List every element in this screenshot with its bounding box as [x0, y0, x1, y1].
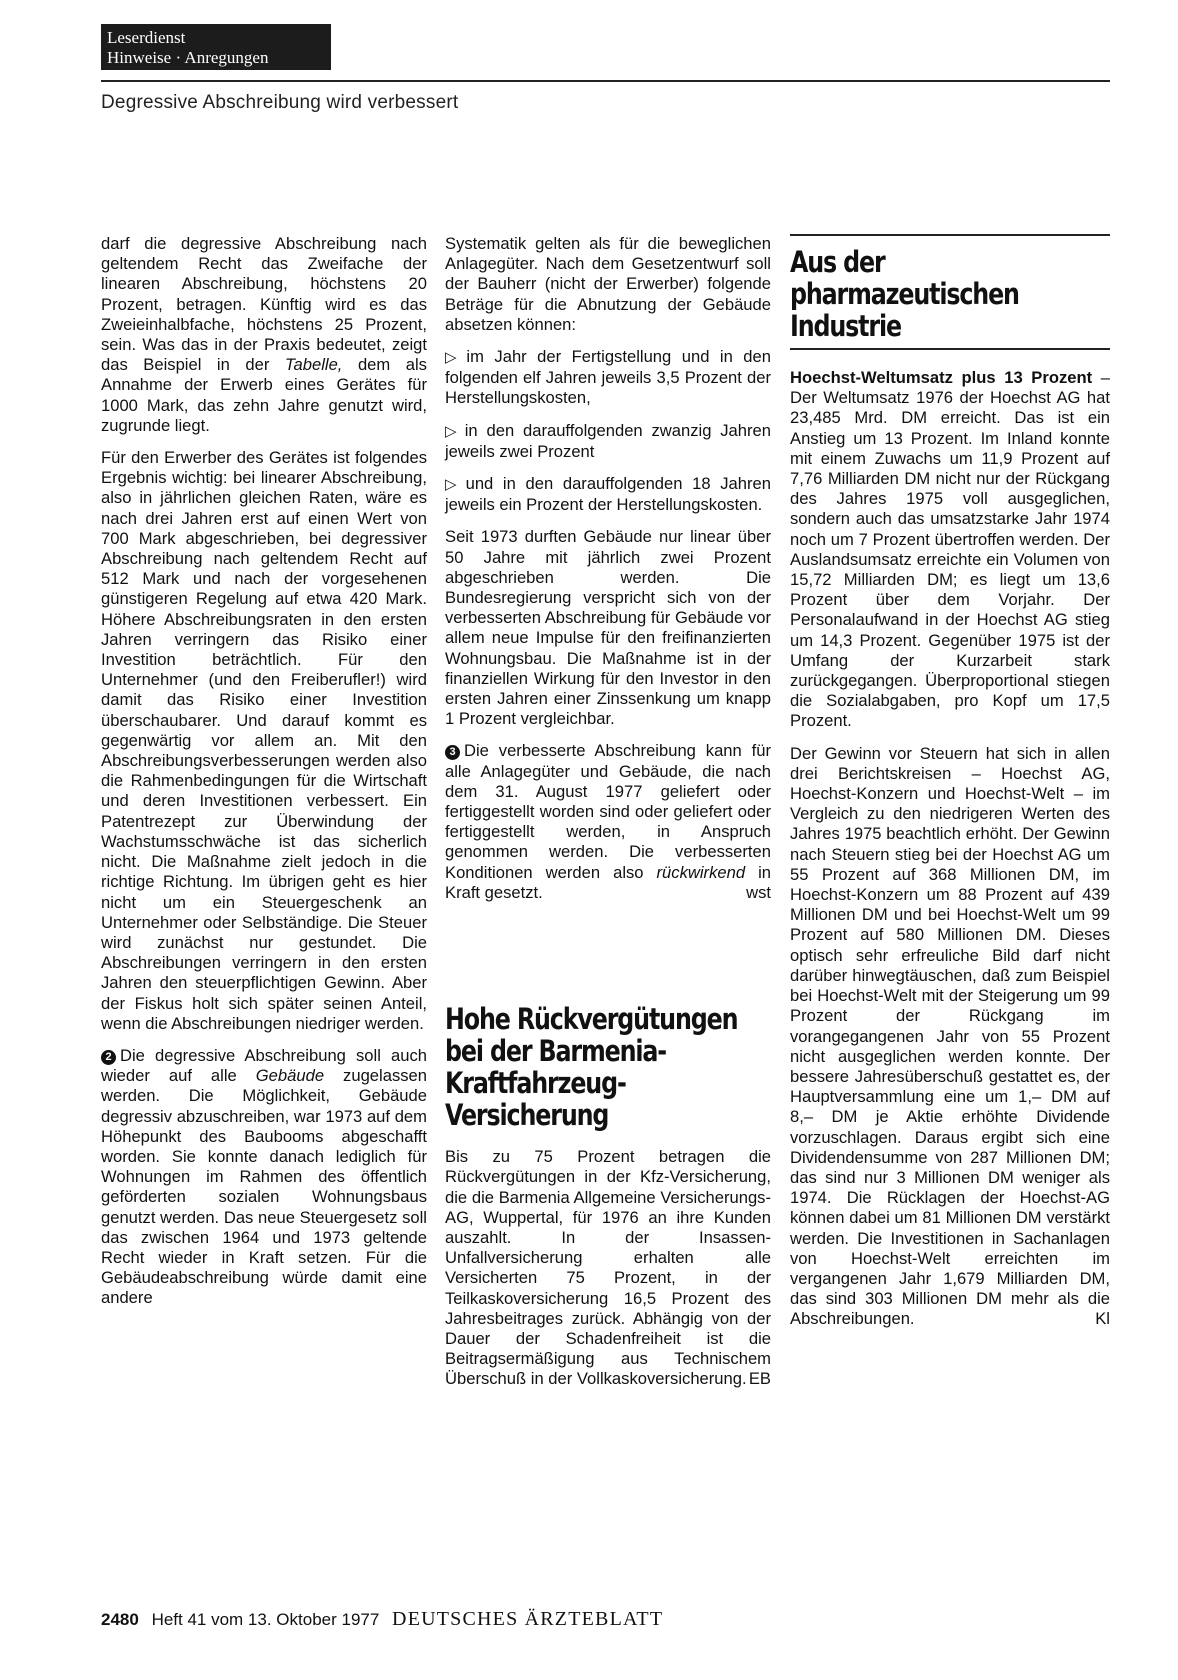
- badge-line-1: Leserdienst: [107, 28, 186, 47]
- column-1: [101, 234, 427, 1321]
- col1-paragraph-2: Für den Erwerber des Gerätes ist folgendes Ergebnis wichtig: bei linearer Abschreibung, also in jährlichen gleichen Raten, wäre es nach drei Jahren erst auf einen Wert von 700 Mark abgeschrieben, bei degressiver Abschreibung nach geltendem Recht auf 512 Mark und nach der vorgesehenen günstigeren Regelung auf etwa 420 Mark. Höhere Abschreibungsraten in den ersten Jahren verringern das Risiko einer Investition beträchtlich. Für den Unternehmer (und den Freiberufler!) wird damit das Risiko einer Investition überschaubarer. Und darauf kommt es gegenwärtig vor allem an. Mit den Abschreibungsverbesserungen werden also die Rahmenbedingungen für die Wirtschaft und deren Investitionen verbessert. Ein Patentrezept zur Überwindung der Wachstumsschwäche ist das sicherlich nicht. Die Maßnahme zielt jedoch in die richtige Richtung. Im übrigen geht es hier nicht um ein Steuergeschenk an Unternehmer oder Selbständige. Die Steuer wird zunächst nur gestundet. Die Abschreibungen verringern in den ersten Jahren den steuerpflichtigen Gewinn. Aber der Fiskus holt sich später seinen Anteil, wenn die Abschreibungen niedriger werden.: [101, 448, 427, 1033]
- section-badge: [101, 24, 331, 70]
- page-subtitle: Degressive Abschreibung wird verbessert: [101, 92, 459, 113]
- issue-info: Heft 41 vom 13. Oktober 1977: [151, 1610, 380, 1629]
- section-rule-bottom: [790, 348, 1110, 350]
- author-signature: wst: [746, 882, 771, 902]
- col1-paragraph-3: 2 Die degressive Abschreibung soll auch wieder auf alle Gebäude zugelassen werden. Die Möglichkeit, Gebäude degressiv abzuschreiben, war 1973 auf dem Höhepunkt des Baubooms abgeschafft worden. Sie konnte danach lediglich für Wohnungen im Rahmen des öffentlich geförderten sozialen Wohnungsbaus genutzt werden. Das neue Steuergesetz soll das zwischen 1964 und 1973 geltende Recht wieder in Kraft setzen. Für die Gebäudeabschreibung würde damit eine andere: [101, 1045, 427, 1308]
- number-2-icon: 2: [101, 1050, 116, 1065]
- col2-paragraph-1: Systematik gelten als für die beweglichen Anlagegüter. Nach dem Gesetzentwurf soll der Bauherr (nicht der Erwerber) folgende Beträge für die Abnutzung der Gebäude absetzen können:: [445, 234, 771, 334]
- column-3: [790, 234, 1110, 1342]
- col2-bullet-2: ▷ in den darauffolgenden zwanzig Jahren jeweils zwei Prozent: [445, 420, 771, 461]
- col2-paragraph-4: Bis zu 75 Prozent betragen die Rückvergütungen in der Kfz-Versicherung, die die Barmenia Allgemeine Versicherungs-AG, Wuppertal, für 1976 an ihre Kunden auszahlt. In der Insassen-Unfallversicherung erhalten alle Versicherten 75 Prozent, in der Teilkaskoversicherung 16,5 Prozent des Jahresbeitrages zurück. Abhängig von der Dauer der Schadenfreiheit ist die Beitragsermäßigung aus Technischem Überschuß in der Vollkaskoversicherung. EB: [445, 1147, 771, 1389]
- page-footer: [101, 1608, 663, 1631]
- header-rule: [101, 80, 1110, 82]
- number-3-icon: 3: [445, 745, 460, 760]
- author-signature: EB: [748, 1369, 771, 1389]
- author-signature: Kl: [1095, 1309, 1110, 1329]
- col2-bullet-3: ▷ und in den darauffolgenden 18 Jahren jeweils ein Prozent der Herstellungskosten.: [445, 474, 771, 515]
- arrow-icon: ▷: [445, 476, 462, 494]
- col2-bullet-1: ▷ im Jahr der Fertigstellung und in den folgenden elf Jahren jeweils 3,5 Prozent der Herstellungskosten,: [445, 347, 771, 408]
- article-heading-barmenia: Hohe Rückvergütungen bei der Barmenia- Kraftfahrzeug-Versicherung: [445, 1002, 738, 1133]
- col3-paragraph-2: Der Gewinn vor Steuern hat sich in allen drei Berichtskreisen – Hoechst AG, Hoechst-Konzern und Hoechst-Welt – im Vergleich zu den niedrigeren Werten des Jahres 1975 beachtlich erhöht. Der Gewinn nach Steuern stieg bei der Hoechst AG um 55 Prozent auf 368 Millionen DM, im Hoechst-Konzern um 88 Prozent auf 439 Millionen DM und bei Hoechst-Welt um 99 Prozent auf 580 Millionen DM. Dieses optisch sehr erfreuliche Bild darf nicht darüber hinwegtäuschen, daß zum Beispiel bei Hoechst-Welt mit der Steigerung um 99 Prozent der Rückgang im vorangegangenen Jahr von 55 Prozent nicht ausgeglichen werden konnte. Der bessere Jahresüberschuß gestattet es, der Hauptversammlung eine um 1,– DM auf 8,– DM je Aktie erhöhte Dividende vorzuschlagen. Daraus ergibt sich eine Dividendensumme von 287 Millionen DM; das sind nur 3 Millionen DM weniger als 1974. Die Rücklagen der Hoechst-AG können dabei um 81 Millionen DM verstärkt werden. Die Investitionen in Sachanlagen von Hoechst-Welt erreichten im vergangenen Jahr 1,679 Milliarden DM, das sind 303 Millionen DM mehr als die Abschreibungen. Kl: [790, 743, 1110, 1329]
- badge-line-2: Hinweise · Anregungen: [107, 48, 269, 67]
- arrow-icon: ▷: [445, 349, 463, 367]
- col1-paragraph-1: darf die degressive Abschreibung nach geltendem Recht das Zweifache der linearen Abschreibung, höchstens 20 Prozent, betragen. Künftig wird es das Zweieinhalbfache, höchstens 25 Prozent, sein. Was das in der Praxis bedeutet, zeigt das Beispiel in der Tabelle, dem als Annahme der Erwerb eines Gerätes für 1000 Mark, das zehn Jahre genutzt wird, zugrunde liegt.: [101, 234, 427, 435]
- column-2: [445, 234, 771, 1402]
- col2-paragraph-2: Seit 1973 durften Gebäude nur linear über 50 Jahre mit jährlich zwei Prozent abgeschrieben werden. Die Bundesregierung verspricht sich von der verbesserten Abschreibung für Gebäude vor allem neue Impulse für den freifinanzierten Wohnungsbau. Die Maßnahme ist in der finanziellen Wirkung für den Investor in den ersten Jahren einer Zinssenkung um knapp 1 Prozent vergleichbar.: [445, 527, 771, 729]
- page-number: 2480: [101, 1610, 139, 1629]
- col3-paragraph-1: Hoechst-Weltumsatz plus 13 Prozent – Der Weltumsatz 1976 der Hoechst AG hat 23,485 Mrd. DM erreicht. Das ist ein Anstieg um 13 Prozent. Im Inland konnte mit einem Zuwachs um 11,9 Prozent auf 7,76 Milliarden DM nicht nur der Rückgang des Jahres 1975 voll ausgeglichen, sondern auch das umsatzstarke Jahr 1974 noch um 7 Prozent übertroffen werden. Der Auslandsumsatz erreichte ein Volumen von 15,72 Milliarden DM; es liegt um 13,6 Prozent über dem Vorjahr. Der Personalaufwand in der Hoechst AG stieg um 14,3 Prozent. Gegenüber 1975 ist der Umfang der Kurzarbeit stark zurückgegangen. Überproportional stiegen die Sozialabgaben, pro Kopf um 17,5 Prozent.: [790, 368, 1110, 731]
- col2-paragraph-3: 3 Die verbesserte Abschreibung kann für alle Anlagegüter und Gebäude, die nach dem 31. August 1977 geliefert oder fertiggestellt worden sind oder geliefert oder fertiggestellt werden, in Anspruch genommen werden. Die verbesserten Konditionen werden also rückwirkend in Kraft gesetzt. wst: [445, 741, 771, 902]
- magazine-name: DEUTSCHES ÄRZTEBLATT: [392, 1608, 664, 1630]
- arrow-icon: ▷: [445, 422, 461, 440]
- section-heading-pharma: Aus der pharmazeutischen Industrie: [790, 245, 1019, 343]
